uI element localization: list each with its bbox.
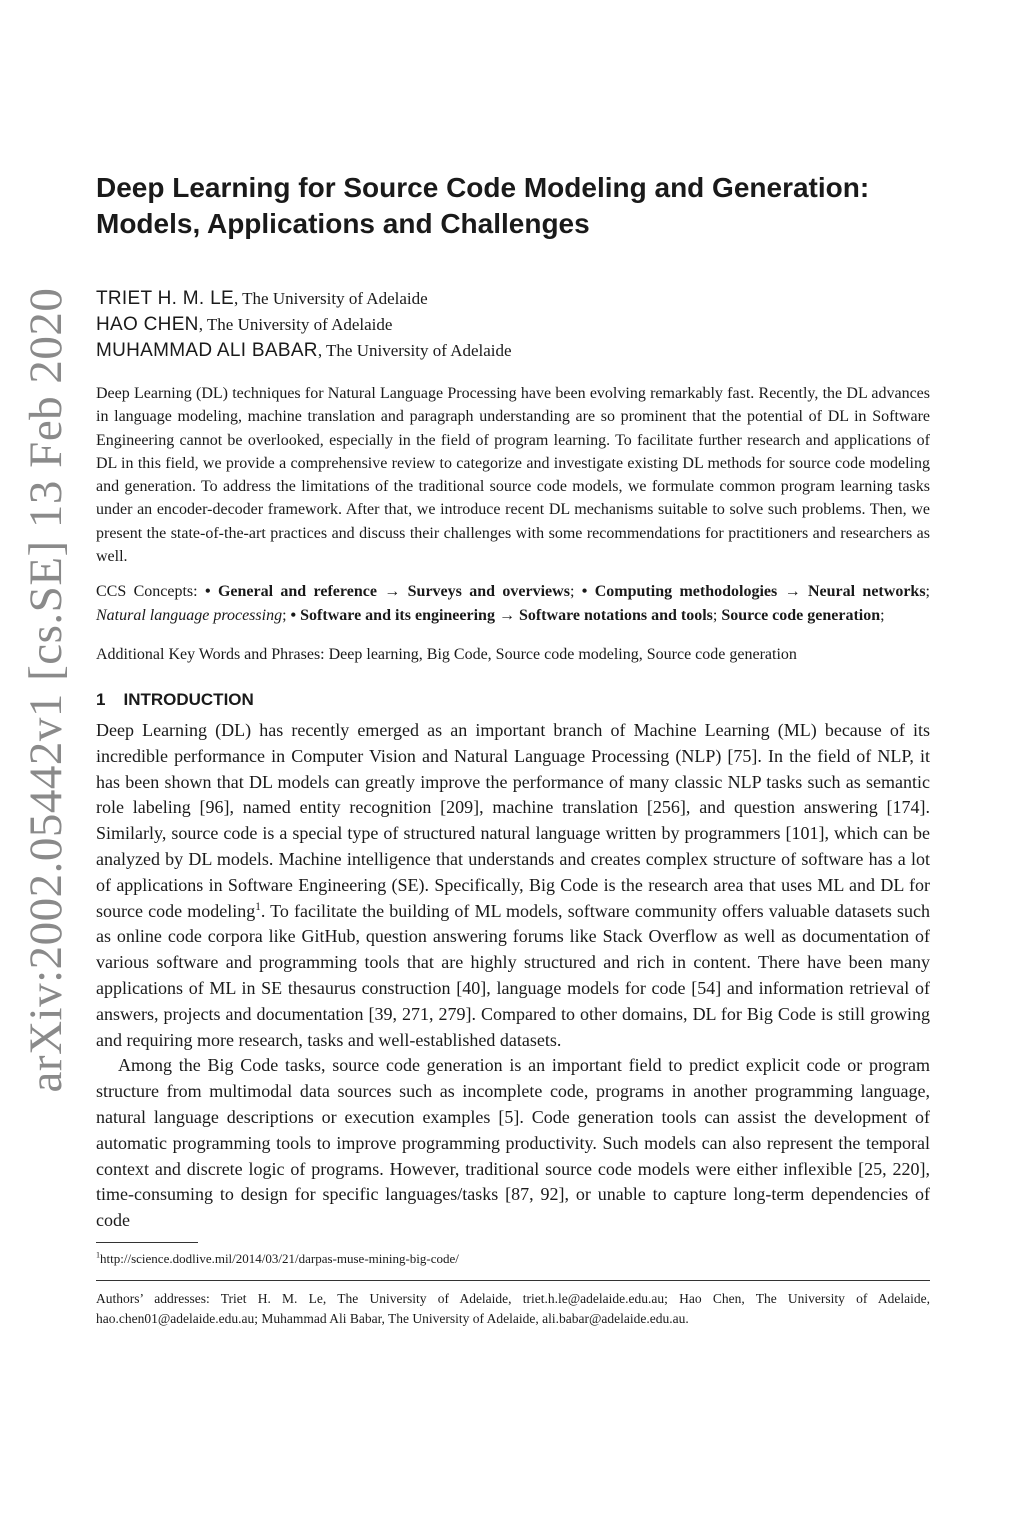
author-3: MUHAMMAD ALI BABAR, The University of Adelaide	[96, 340, 512, 361]
section-number: 1	[96, 689, 106, 709]
footnote-marker: 1	[255, 900, 261, 913]
ccs-concept-1-sub: Surveys and overviews	[407, 583, 570, 601]
paper-page	[96, 170, 930, 1329]
ccs-concept-2-sub: Neural networks	[807, 583, 926, 601]
arxiv-sidebar	[10, 287, 82, 1093]
author-1: TRIET H. M. LE, The University of Adelaide	[96, 288, 428, 309]
ccs-concept-3-sub: Software notations and tools	[518, 606, 713, 624]
ccs-concept-2-extra: Natural language processing	[96, 606, 283, 624]
ccs-label: CCS Concepts:	[96, 583, 205, 601]
addresses-divider	[96, 1280, 930, 1281]
author-affiliation: The University of Adelaide	[326, 341, 512, 360]
ccs-concept-3: Software and its engineering	[300, 606, 495, 624]
author-name: TRIET H. M. LE	[96, 288, 234, 309]
footnote-number: 1	[96, 1250, 101, 1260]
author-affiliation: The University of Adelaide	[242, 289, 428, 308]
author-affiliation: The University of Adelaide	[206, 315, 393, 334]
author-2: HAO CHEN, The University of Adelaide	[96, 314, 393, 335]
intro-paragraph-2: Among the Big Code tasks, source code generation is an important field to predict explicit code or program structure from multimodal data sources such as incomplete code, programs in another programming language, natural language descriptions or execution examples [5]. Code generation tools can assist the development of automatic programming tools to improve programming productivity. Such models can also represent the temporal context and discrete logic of programs. However, traditional source code models were either inflexible [25, 220], time-consuming to design for specific languages/tasks [87, 92], or unable to capture long-term dependencies of code	[96, 1055, 930, 1231]
author-name: MUHAMMAD ALI BABAR	[96, 340, 318, 361]
ccs-concept-1: General and reference	[217, 583, 377, 601]
keywords: Additional Key Words and Phrases: Deep learning, Big Code, Source code modeling, Source code generation	[96, 645, 797, 663]
title-line-2: Models, Applications and Challenges	[96, 208, 590, 239]
footnote-url[interactable]: http://science.dodlive.mil/2014/03/21/darpas-muse-mining-big-code/	[100, 1250, 459, 1266]
abstract: Deep Learning (DL) techniques for Natural Language Processing have been evolving remarkably fast. Recently, the DL advances in language modeling, machine translation and paragraph understanding are so prominent that the potential of DL in Software Engineering cannot be overlooked, especially in the field of program learning. To facilitate further research and applications of DL in this field, we provide a comprehensive review to categorize and investigate existing DL methods for source code modeling and generation. To address the limitations of the traditional source code models, we formulate common program learning tasks under an encoder-decoder framework. After that, we introduce recent DL mechanisms suitable to solve such problems. Then, we present the state-of-the-art practices and discuss their challenges with some recommendations for practitioners and researchers as well.	[96, 385, 930, 566]
paper-title	[96, 170, 930, 242]
intro-paragraph-1: Deep Learning (DL) has recently emerged as an important branch of Machine Learning (ML) because of its incredible performance in Computer Vision and Natural Language Processing (NLP) [75]. In the field of NLP, it has been shown that DL models can greatly improve the performance of many classic NLP tasks such as semantic role labeling [96], named entity recognition [209], machine translation [256], and question answering [174]. Similarly, source code is a special type of structured natural language written by programmers [101], which can be analyzed by DL models. Machine intelligence that understands and creates complex structure of software has a lot of applications in Software Engineering (SE). Specifically, Big Code is the research area that uses ML and DL for source code modeling$^1$. To facilitate the building of ML models, software community offers valuable datasets such as online code corpora like GitHub, question answering forums like Stack Overflow as well as documentation of various software and programming tools that are highly structured and rich in content. There have been many applications of ML in SE thesaurus construction [40], language models for code [54] and information retrieval of answers, projects and documentation [39, 271, 279]. Compared to other domains, DL for Big Code is still growing and requiring more research, tasks and well-established datasets.	[96, 719, 930, 1050]
ccs-concept-2: Computing methodologies	[594, 583, 778, 601]
ccs-concepts: CCS Concepts: • General and reference → Surveys and overviews; • Computing methodologies → Neural networks; Natural language processing; • Software and its engineering → Software notations and tools; Source code generation;	[96, 583, 930, 624]
footnote	[96, 1249, 930, 1268]
arxiv-identifier: arXiv:2002.05442v1 [cs.SE] 13 Feb 2020	[20, 287, 72, 1093]
section-heading-introduction	[96, 688, 930, 712]
author-list	[96, 286, 930, 364]
footnote-divider	[96, 1242, 198, 1243]
ccs-concept-3-extra: Source code generation	[721, 606, 881, 624]
title-line-1: Deep Learning for Source Code Modeling and Generation:	[96, 172, 870, 203]
author-name: HAO CHEN	[96, 314, 199, 335]
author-addresses: Authors’ addresses: Triet H. M. Le, The University of Adelaide, triet.h.le@adelaide.edu.au; Hao Chen, The University of Adelaide, hao.chen01@adelaide.edu.au; Muhammad Ali Babar, The University of Adelaide, ali.babar@adelaide.edu.au.	[96, 1290, 930, 1326]
section-title: INTRODUCTION	[123, 689, 254, 709]
